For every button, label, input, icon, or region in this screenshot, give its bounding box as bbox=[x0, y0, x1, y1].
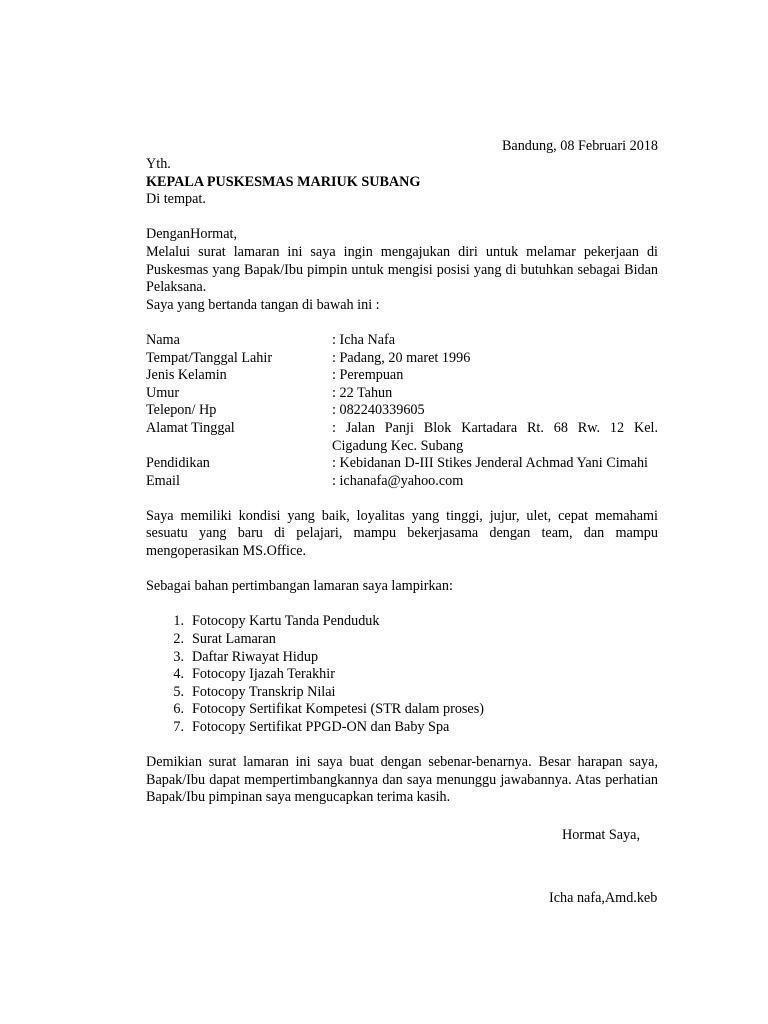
recipient-place: Di tempat. bbox=[146, 191, 206, 208]
sign-off: Hormat Saya, bbox=[562, 827, 641, 843]
personal-row bbox=[146, 402, 658, 420]
attachments-list bbox=[146, 613, 658, 736]
list-number: 2. bbox=[173, 631, 184, 648]
list-item bbox=[173, 648, 658, 667]
greeting: DenganHormat, bbox=[146, 226, 238, 243]
personal-label: Umur bbox=[146, 384, 180, 401]
personal-row bbox=[146, 367, 658, 385]
attachments-intro: Sebagai bahan pertimbangan lamaran saya lampirkan: bbox=[146, 578, 453, 595]
list-item bbox=[173, 719, 658, 737]
intro-statement: Saya yang bertanda tangan di bawah ini : bbox=[146, 296, 380, 313]
signature-name: Icha nafa,Amd.keb bbox=[549, 890, 658, 906]
list-number: 5. bbox=[173, 683, 184, 700]
list-text: Surat Lamaran bbox=[192, 631, 276, 648]
list-text: Fotocopy Transkrip Nilai bbox=[192, 683, 336, 700]
personal-label: Pendidikan bbox=[146, 455, 210, 472]
personal-label: Alamat Tinggal bbox=[146, 419, 235, 436]
list-text: Fotocopy Sertifikat PPGD-ON dan Baby Spa bbox=[192, 719, 450, 735]
list-number: 3. bbox=[173, 648, 184, 665]
personal-row bbox=[146, 473, 658, 491]
list-number: 6. bbox=[173, 701, 184, 718]
personal-label: Jenis Kelamin bbox=[146, 367, 227, 384]
list-item bbox=[173, 631, 658, 649]
list-text: Fotocopy Sertifikat Kompetesi (STR dalam proses) bbox=[192, 701, 484, 718]
list-number: 1. bbox=[173, 613, 184, 630]
personal-label: Email bbox=[146, 472, 180, 489]
personal-label: Telepon/ Hp bbox=[146, 402, 217, 419]
personal-value: : Padang, 20 maret 1996 bbox=[332, 349, 471, 366]
personal-row bbox=[146, 332, 658, 350]
list-item bbox=[173, 683, 658, 702]
personal-row bbox=[146, 385, 658, 403]
letter-date: Bandung, 08 Februari 2018 bbox=[501, 138, 658, 154]
personal-value: : 082240339605 bbox=[332, 402, 425, 419]
intro-paragraph: Melalui surat lamaran ini saya ingin mengajukan diri untuk melamar pekerjaan di Puskesmas yang Bapak/Ibu pimpin untuk mengisi posisi yang di butuhkan sebagai Bidan Pelaksana. bbox=[146, 243, 658, 296]
personal-value: : Icha Nafa bbox=[332, 331, 396, 348]
personal-row bbox=[146, 420, 658, 455]
closing-paragraph: Demikian surat lamaran ini saya buat dengan sebenar-benarnya. Besar harapan saya, Bapak/Ibu dapat mempertimbangkannya dan saya menunggu jawabannya. Atas perhatian Bapak/Ibu pimpinan saya mengucapkan terima kasih. bbox=[146, 754, 658, 806]
list-item bbox=[173, 666, 658, 684]
personal-row bbox=[146, 455, 658, 473]
personal-value: : Kebidanan D-III Stikes Jenderal Achmad Yani Cimahi bbox=[332, 455, 649, 472]
recipient-yth: Yth. bbox=[146, 156, 171, 172]
qualities-paragraph: Saya memiliki kondisi yang baik, loyalitas yang tinggi, jujur, ulet, cepat memahami sesuatu yang baru di pelajari, mampu bekerjasama dengan team, dan mampu mengoperasikan MS.Office. bbox=[146, 507, 658, 560]
personal-value: : 22 Tahun bbox=[332, 384, 393, 401]
list-text: Fotocopy Ijazah Terakhir bbox=[192, 666, 335, 683]
personal-value: : Jalan Panji Blok Kartadara Rt. 68 Rw. 12 Kel. Cigadung Kec. Subang bbox=[332, 419, 658, 454]
personal-value: : ichanafa@yahoo.com bbox=[332, 472, 464, 489]
personal-label: Tempat/Tanggal Lahir bbox=[146, 349, 273, 366]
personal-row bbox=[146, 350, 658, 368]
list-text: Daftar Riwayat Hidup bbox=[192, 648, 319, 665]
list-number: 7. bbox=[173, 719, 184, 735]
letter-body bbox=[146, 156, 658, 807]
list-item bbox=[173, 613, 658, 631]
personal-data-table bbox=[146, 332, 658, 490]
personal-value: : Perempuan bbox=[332, 367, 404, 384]
list-item bbox=[173, 701, 658, 719]
recipient-name: KEPALA PUSKESMAS MARIUK SUBANG bbox=[146, 173, 421, 190]
list-number: 4. bbox=[173, 666, 184, 683]
personal-label: Nama bbox=[146, 331, 180, 348]
list-text: Fotocopy Kartu Tanda Penduduk bbox=[192, 613, 380, 630]
